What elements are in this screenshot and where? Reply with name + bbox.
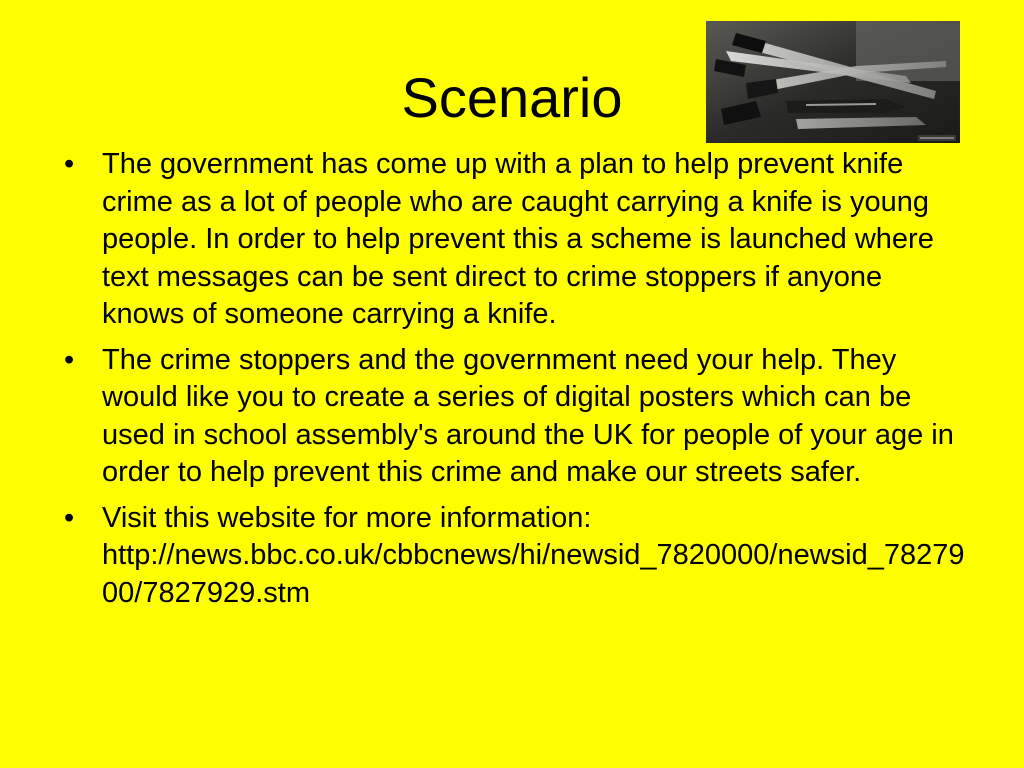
bullet-text: The government has come up with a plan to help prevent knife crime as a lot of people who are caught carrying a knife is young people. In order to help prevent this a scheme is launched where text messages can be sent direct to crime stoppers if anyone knows of someone carrying a knife. <box>102 148 934 330</box>
website-link[interactable]: http://news.bbc.co.uk/cbbcnews/hi/newsid_7820000/newsid_7827900/7827929.stm <box>102 539 965 609</box>
bullet-list <box>58 146 968 620</box>
bullet-item <box>58 146 968 334</box>
slide-title: Scenario <box>401 66 623 129</box>
bullet-text: Visit this website for more information: <box>102 501 592 534</box>
bullet-text: The crime stoppers and the government need your help. They would like you to create a series of digital posters which can be used in school assembly's around the UK for people of your age in order to help prevent this crime and make our streets safer. <box>102 343 954 488</box>
bullet-item <box>58 500 968 613</box>
bullet-dot-icon: • <box>64 148 75 180</box>
knives-photo-icon <box>706 21 960 143</box>
bullet-dot-icon: • <box>64 343 75 376</box>
knives-photo <box>706 21 960 143</box>
bullet-item <box>58 342 968 492</box>
bullet-dot-icon: • <box>64 501 75 534</box>
